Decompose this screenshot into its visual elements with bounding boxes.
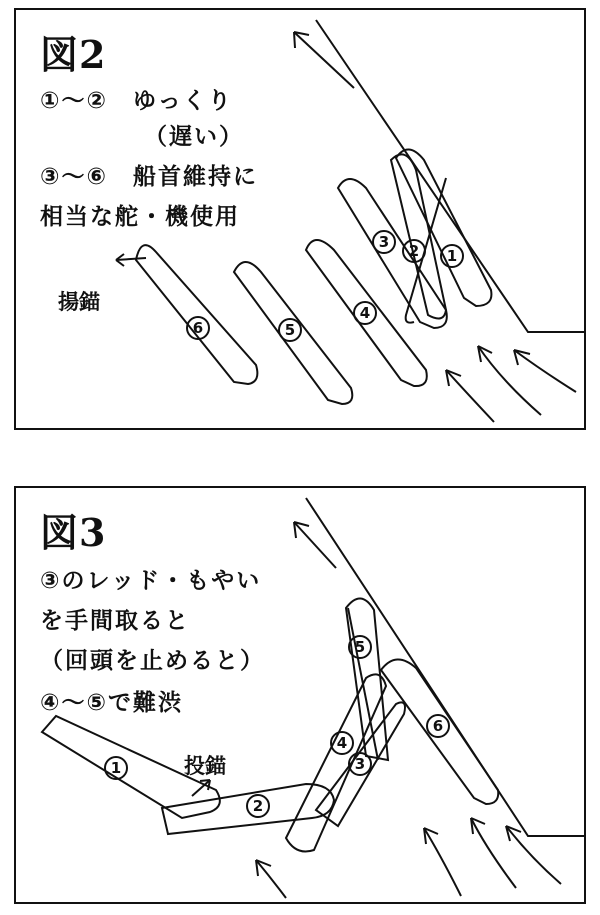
pier-line: [316, 20, 584, 332]
ship-outline: [396, 149, 491, 306]
svg-text:2: 2: [252, 797, 264, 815]
svg-text:5: 5: [354, 638, 366, 656]
figure-2-title: 図2: [40, 32, 107, 77]
svg-text:4: 4: [359, 304, 371, 322]
figure-2-panel: [14, 8, 586, 430]
current-arrow: [471, 818, 516, 888]
figure-3-line-3: （回頭を止めると）: [40, 648, 265, 674]
figure-3-line-4: ④～⑤で難渋: [40, 690, 183, 716]
anchor-label: 投錨: [184, 754, 226, 778]
ship-outline: [346, 598, 388, 760]
current-arrow: [446, 370, 494, 422]
figure-3-line-2: を手間取ると: [40, 608, 190, 634]
figure-2-line-1: ①～② ゆっくり: [40, 88, 233, 114]
svg-text:6: 6: [432, 717, 444, 735]
current-arrow: [424, 828, 461, 896]
current-arrow: [514, 350, 576, 392]
ship-outline: [338, 179, 447, 328]
figure-3-title: 図3: [40, 510, 107, 555]
anchor-arrow: [116, 258, 146, 260]
svg-text:6: 6: [192, 319, 204, 337]
svg-text:2: 2: [408, 242, 420, 260]
ship-outline: [391, 154, 446, 318]
svg-text:4: 4: [336, 734, 348, 752]
figure-2-line-4: 相当な舵・機使用: [40, 204, 240, 230]
current-arrow: [478, 346, 541, 415]
svg-text:3: 3: [354, 755, 366, 773]
figure-2-line-2: （遅い）: [144, 124, 244, 150]
svg-text:1: 1: [446, 247, 458, 265]
figure-2-line-3: ③～⑥ 船首維持に: [40, 164, 258, 190]
figure-3-panel: [14, 486, 586, 904]
pier-line: [306, 498, 584, 836]
svg-text:5: 5: [284, 321, 296, 339]
current-arrow: [294, 32, 354, 88]
figure-3-line-1: ③のレッド・もやい: [40, 568, 262, 594]
current-arrow: [506, 826, 561, 884]
svg-text:1: 1: [110, 759, 122, 777]
svg-text:3: 3: [378, 233, 390, 251]
current-arrow: [294, 522, 336, 568]
anchor-label: 揚錨: [58, 290, 100, 314]
